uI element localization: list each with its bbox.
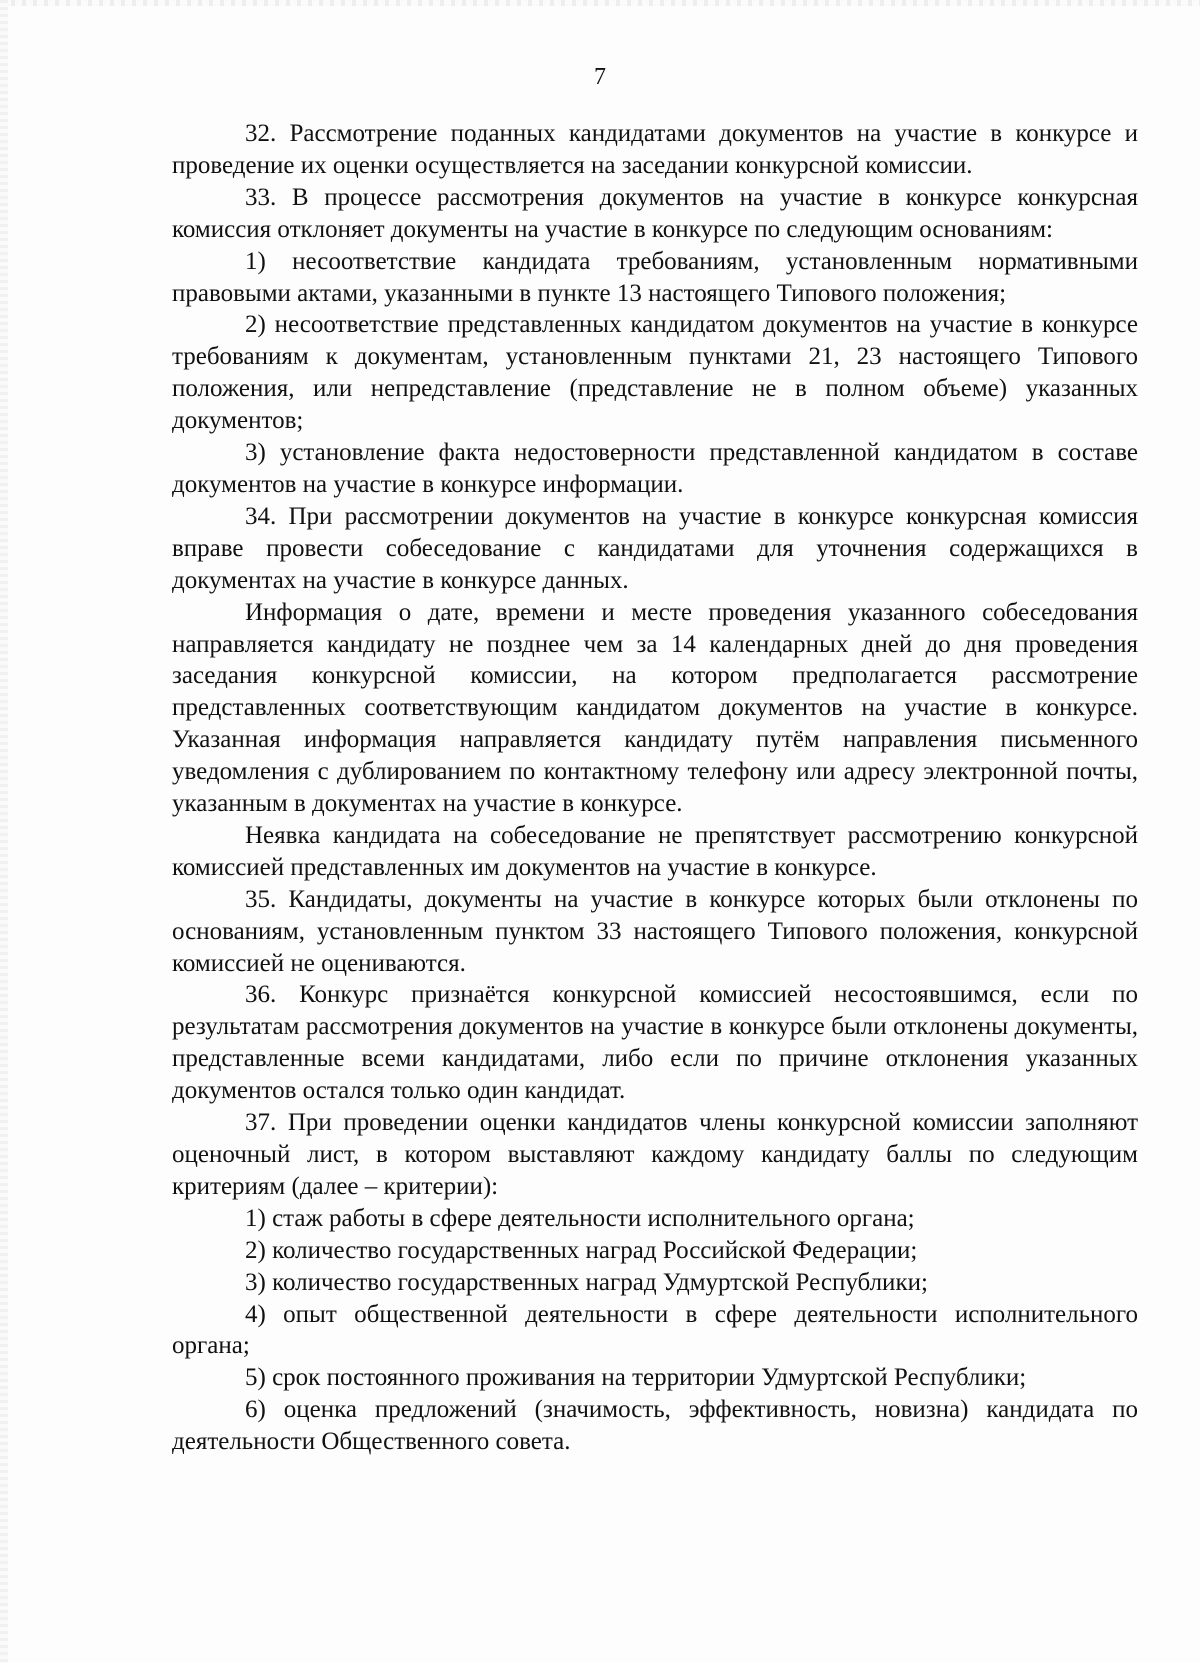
paragraph-32: 32. Рассмотрение поданных кандидатами документов на участие в конкурсе и проведение их оценки осуществляется на заседании конкурсной комиссии. xyxy=(172,120,1138,179)
paragraph-37-item-6: 6) оценка предложений (значимость, эффективность, новизна) кандидата по деятельности Общественного совета. xyxy=(172,1396,1138,1456)
paragraph-37-item-4: 4) опыт общественной деятельности в сфере деятельности исполнительного органа; xyxy=(172,1300,1138,1360)
paragraph-37-item-2: 2) количество государственных наград Российской Федерации; xyxy=(245,1236,918,1264)
scan-edge-top xyxy=(0,0,1200,6)
paragraph-33-item-1: 1) несоответствие кандидата требованиям, установленным нормативными правовыми актами, указанными в пункте 13 настоящего Типового положения; xyxy=(172,247,1138,307)
paragraph-33-item-3: 3) установление факта недостоверности представленной кандидатом в составе документов на участие в конкурсе информации. xyxy=(172,439,1138,498)
paragraph-37-item-1: 1) стаж работы в сфере деятельности исполнительного органа; xyxy=(245,1204,915,1232)
page-number: 7 xyxy=(594,64,606,90)
paragraph-36: 36. Конкурс признаётся конкурсной комиссией несостоявшимся, если по результатам рассмотрения документов на участие в конкурсе были отклонены документы, представленные всеми кандидатами, либо если по причине отклонения указанных документов остался только один кандидат. xyxy=(172,981,1138,1105)
paragraph-34-info: Информация о дате, времени и месте проведения указанного собеседования направляется кандидату не позднее чем за 14 календарных дней до дня проведения заседания конкурсной комиссии, на котором предполагается рассмотрение представленных соответствующим кандидатом документов на участие в конкурсе. Указанная информация направляется кандидату путём направления письменного уведомления с дублированием по контактному телефону или адресу электронной почты, указанным в документах на участие в конкурсе. xyxy=(172,598,1138,818)
paragraph-37: 37. При проведении оценки кандидатов члены конкурсной комиссии заполняют оценочный лист, в котором выставляют каждому кандидату баллы по следующим критериям (далее – критерии): xyxy=(172,1109,1138,1200)
scan-edge-left xyxy=(0,0,8,1663)
paragraph-33-item-2: 2) несоответствие представленных кандидатом документов на участие в конкурсе требованиям к документам, установленным пунктами 21, 23 настоящего Типового положения, или непредставление (представление не в полном объеме) указанных документов; xyxy=(172,311,1138,435)
paragraph-34: 34. При рассмотрении документов на участие в конкурсе конкурсная комиссия вправе провести собеседование с кандидатами для уточнения содержащихся в документах на участие в конкурсе данных. xyxy=(172,502,1138,594)
paragraph-33: 33. В процессе рассмотрения документов на участие в конкурсе конкурсная комиссия отклоняет документы на участие в конкурсе по следующим основаниям: xyxy=(172,183,1138,243)
paragraph-35: 35. Кандидаты, документы на участие в конкурсе которых были отклонены по основаниям, установленным пунктом 33 настоящего Типового положения, конкурсной комиссией не оцениваются. xyxy=(172,885,1138,977)
paragraph-37-item-5: 5) срок постоянного проживания на территории Удмуртской Республики; xyxy=(245,1364,1027,1392)
paragraph-37-item-3: 3) количество государственных наград Удмуртской Республики; xyxy=(245,1268,928,1296)
paragraph-34-absence: Неявка кандидата на собеседование не препятствует рассмотрению конкурсной комиссией представленных им документов на участие в конкурсе. xyxy=(172,821,1138,881)
document-body xyxy=(172,118,1138,1458)
